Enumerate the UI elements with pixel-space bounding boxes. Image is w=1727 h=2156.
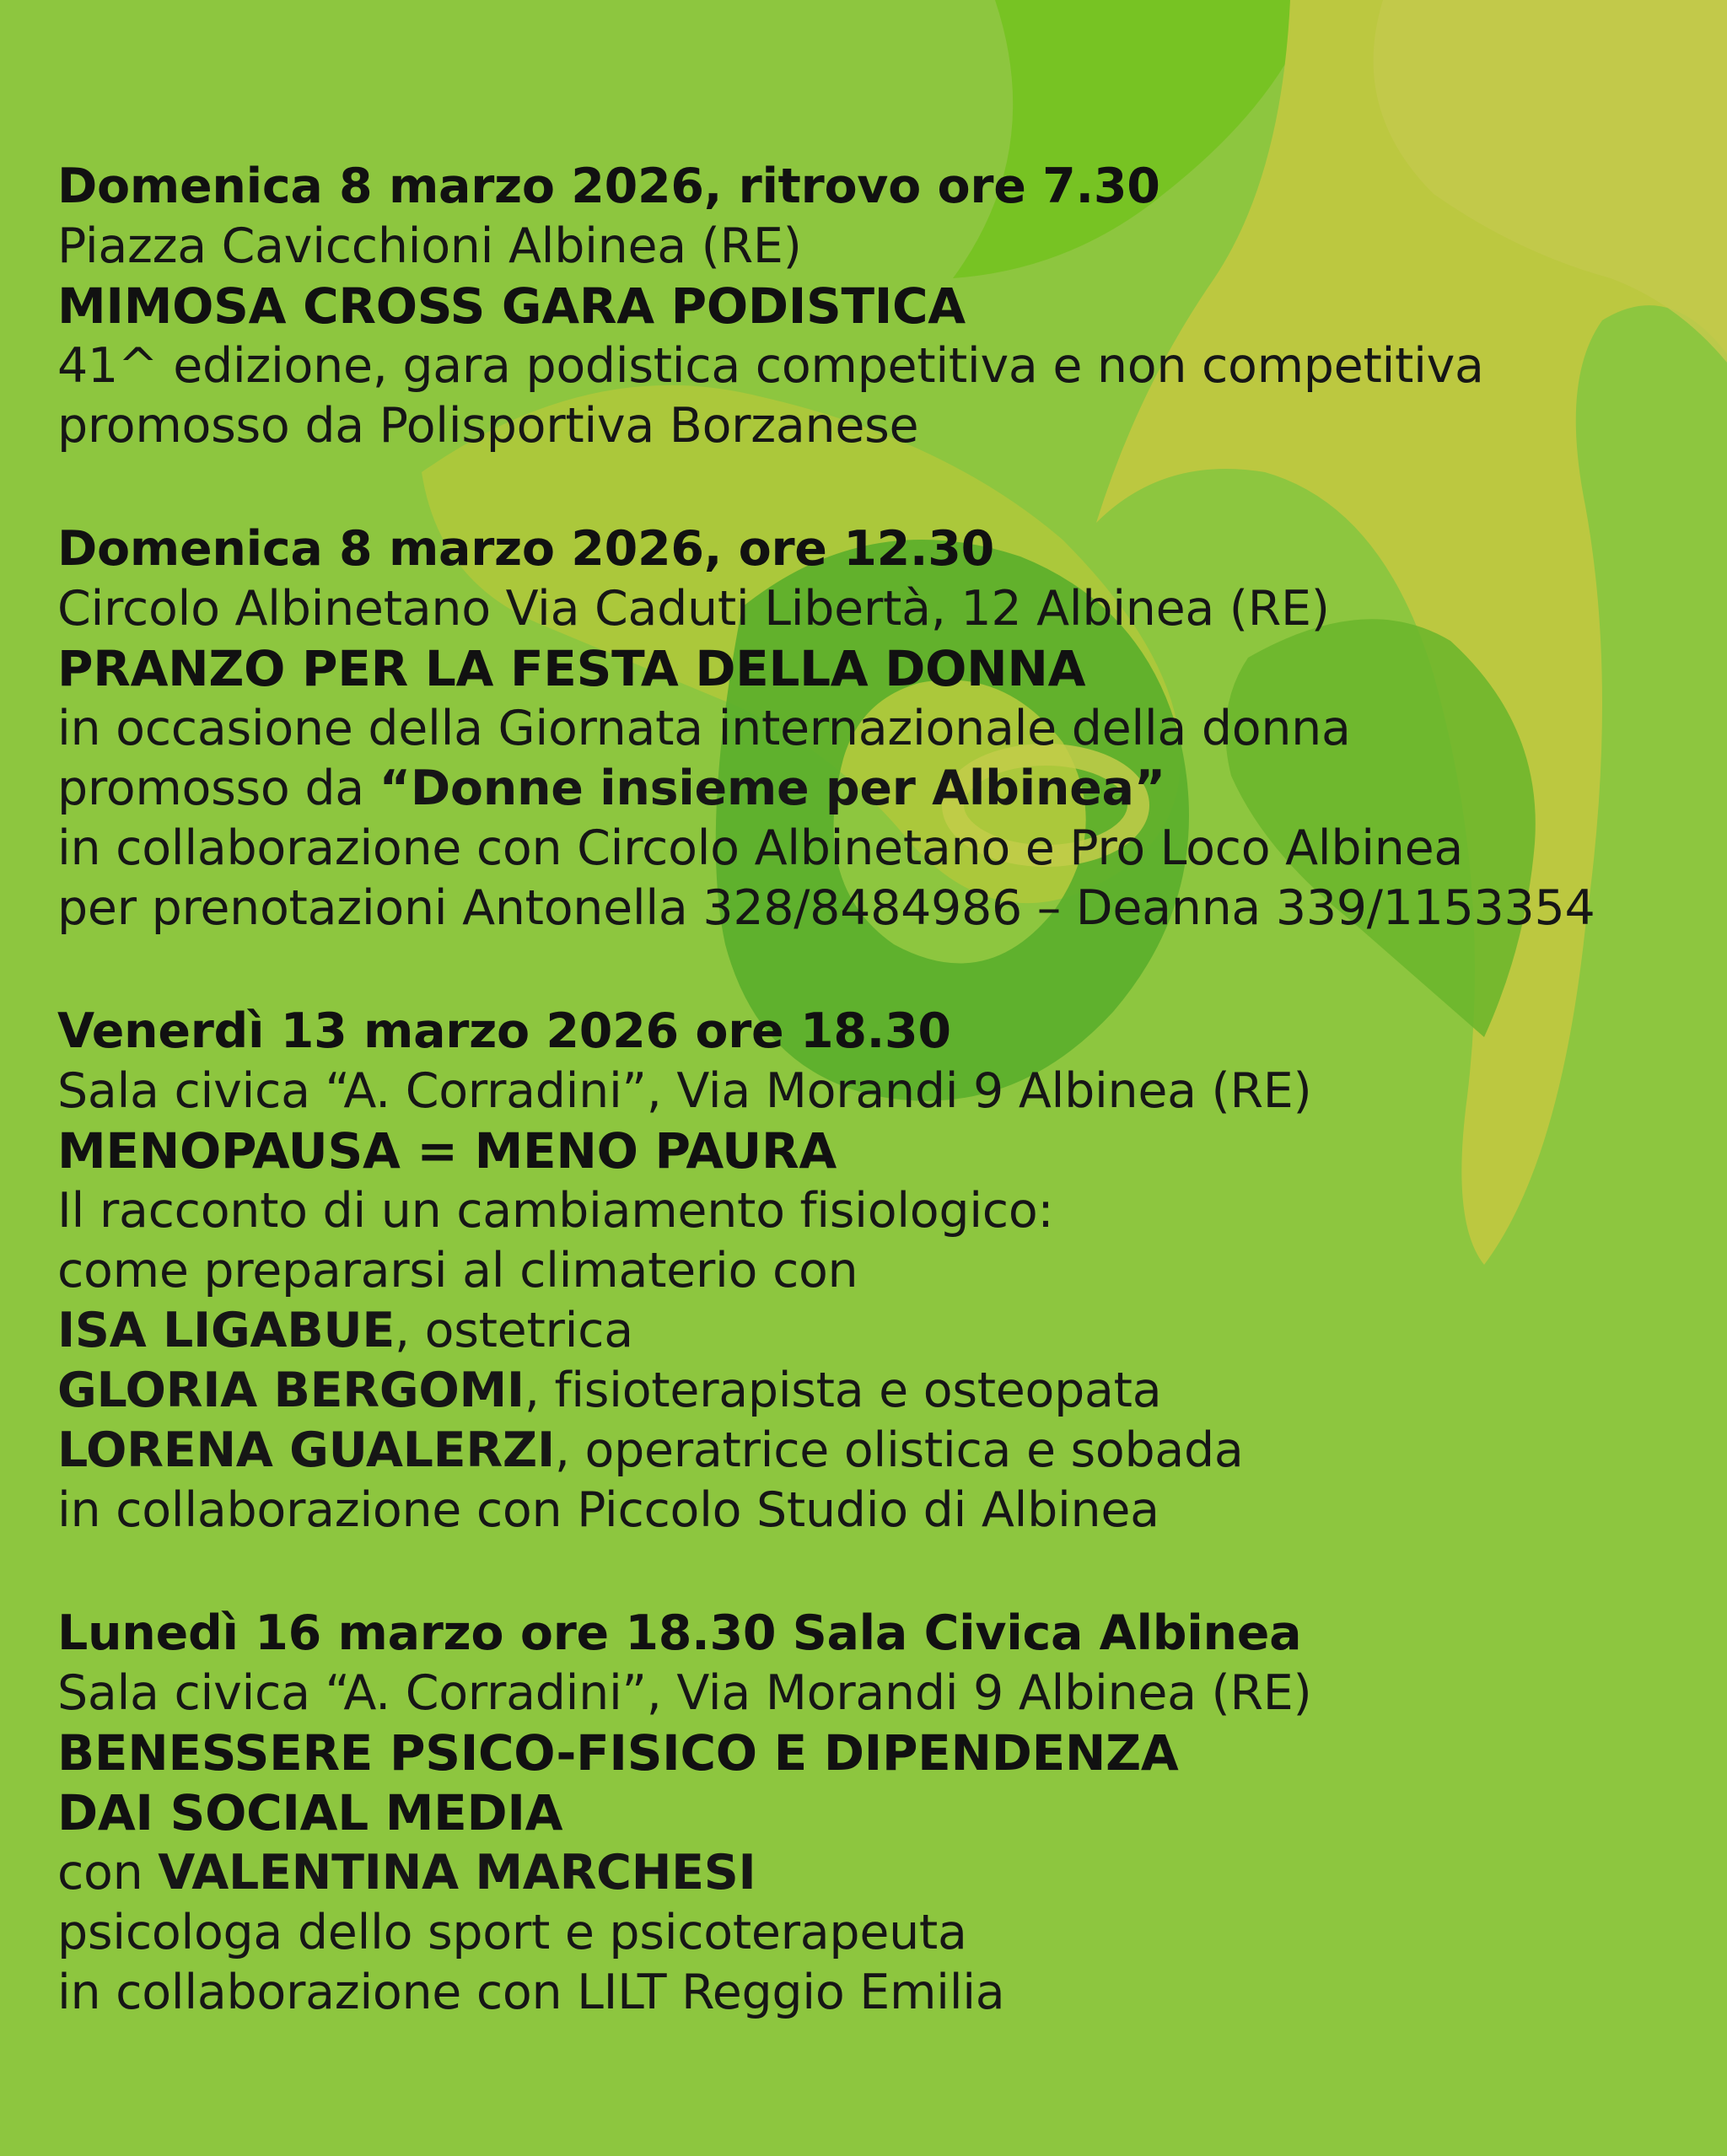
event-title: PRANZO PER LA FESTA DELLA DONNA <box>57 640 1086 697</box>
event-item <box>57 519 1710 938</box>
event-booking-info: per prenotazioni Antonella 328/8484986 – Deanna 339/1153354 <box>57 880 1595 936</box>
speaker-name: ISA LIGABUE <box>57 1303 395 1358</box>
speaker-role: , ostetrica <box>395 1303 633 1358</box>
speaker-line <box>57 1421 1710 1481</box>
speaker-line <box>57 1843 1710 1903</box>
event-description: Il racconto di un cambiamento fisiologico: <box>57 1183 1054 1239</box>
speaker-line <box>57 1301 1710 1361</box>
event-date: Domenica 8 marzo 2026, ore 12.30 <box>57 521 995 577</box>
speaker-name: GLORIA BERGOMI <box>57 1363 525 1418</box>
event-place: Piazza Cavicchioni Albinea (RE) <box>57 218 802 274</box>
event-description: come prepararsi al climaterio con <box>57 1243 858 1298</box>
event-list <box>57 157 1710 2086</box>
speaker-line <box>57 1361 1710 1421</box>
event-place: Sala civica “A. Corradini”, Via Morandi 9 Albinea (RE) <box>57 1665 1312 1721</box>
event-description: in collaborazione con Piccolo Studio di Albinea <box>57 1482 1159 1538</box>
event-item <box>57 1604 1710 2023</box>
speaker-role: , operatrice olistica e sobada <box>554 1422 1244 1478</box>
speaker-prefix: con <box>57 1845 159 1901</box>
event-date: Lunedì 16 marzo ore 18.30 Sala Civica Albinea <box>57 1605 1302 1661</box>
event-title: MENOPAUSA = MENO PAURA <box>57 1122 837 1180</box>
event-description: psicologa dello sport e psicoterapeuta <box>57 1905 967 1960</box>
event-description: 41^ edizione, gara podistica competitiva e non competitiva <box>57 338 1484 394</box>
event-date: Domenica 8 marzo 2026, ritrovo ore 7.30 <box>57 159 1160 214</box>
event-place: Sala civica “A. Corradini”, Via Morandi 9 Albinea (RE) <box>57 1063 1312 1119</box>
event-date: Venerdì 13 marzo 2026 ore 18.30 <box>57 1003 951 1059</box>
event-item <box>57 157 1710 456</box>
event-description: promosso da Polisportiva Borzanese <box>57 398 919 454</box>
event-description <box>57 759 1710 819</box>
speaker-role: , fisioterapista e osteopata <box>524 1363 1162 1418</box>
event-title: MIMOSA CROSS GARA PODISTICA <box>57 277 966 335</box>
event-description: in occasione della Giornata internazionale della donna <box>57 701 1351 756</box>
promoter-prefix: promosso da <box>57 761 379 816</box>
event-item <box>57 1002 1710 1540</box>
event-description: in collaborazione con LILT Reggio Emilia <box>57 1965 1005 2020</box>
speaker-name: VALENTINA MARCHESI <box>158 1845 756 1901</box>
promoter-name: “Donne insieme per Albinea” <box>379 761 1165 816</box>
speaker-name: LORENA GUALERZI <box>57 1422 555 1478</box>
event-title: DAI SOCIAL MEDIA <box>57 1784 563 1841</box>
event-place: Circolo Albinetano Via Caduti Libertà, 12 Albinea (RE) <box>57 581 1330 637</box>
event-description: in collaborazione con Circolo Albinetano e Pro Loco Albinea <box>57 820 1463 876</box>
event-title: BENESSERE PSICO-FISICO E DIPENDENZA <box>57 1724 1179 1782</box>
